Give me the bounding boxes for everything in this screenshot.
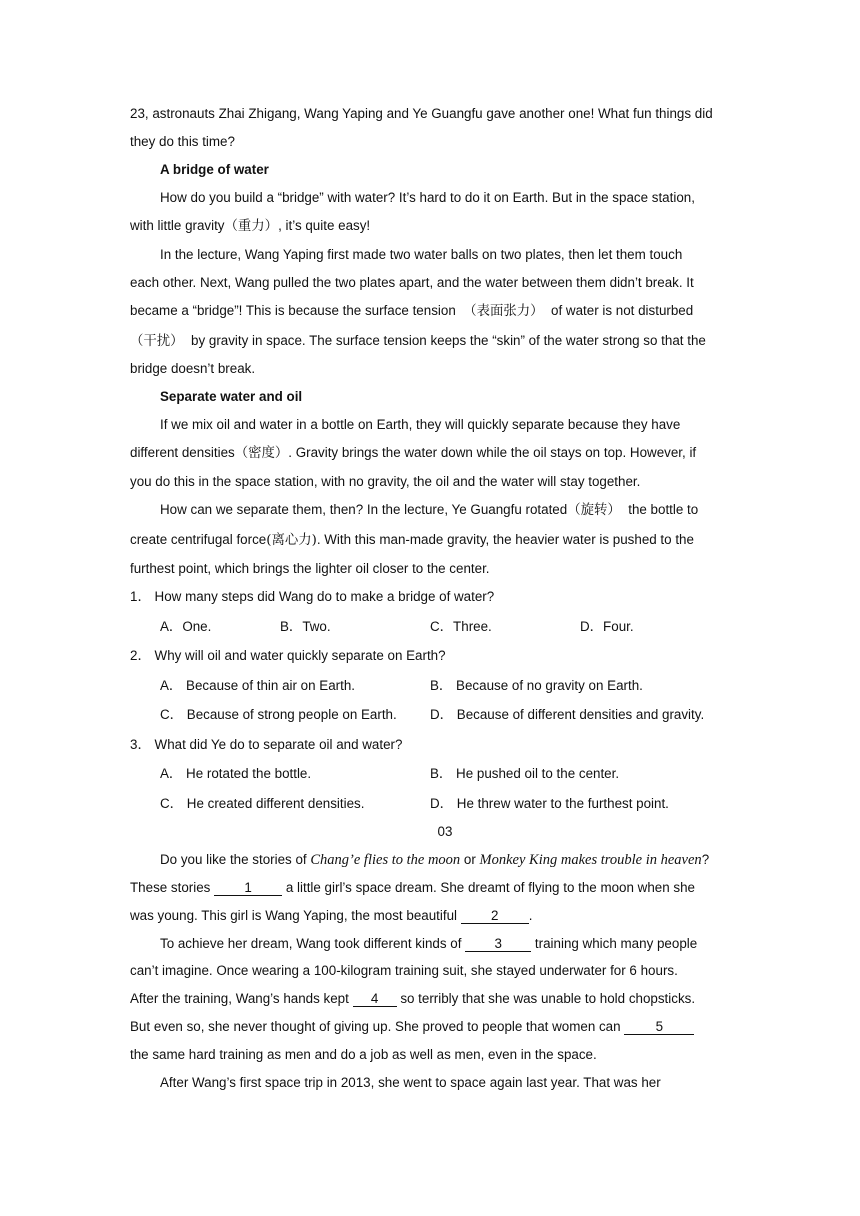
passage-line bbox=[130, 879, 695, 897]
passage-line: If we mix oil and water in a bottle on Earth, they will quickly separate because they have bbox=[160, 417, 681, 432]
text: was young. This girl is Wang Yaping, the most beautiful bbox=[130, 908, 458, 923]
text: became a “bridge”! This is because the surface tension bbox=[130, 303, 456, 318]
passage-line: can’t imagine. Once wearing a 100-kilogram training suit, she stayed underwater for 6 hours. bbox=[130, 963, 678, 978]
blank-3[interactable]: 3 bbox=[465, 936, 531, 952]
option-d[interactable]: D． He threw water to the furthest point. bbox=[430, 796, 669, 811]
passage-line bbox=[130, 302, 693, 321]
section-number: 03 bbox=[437, 824, 453, 839]
text: To achieve her dream, Wang took different kinds of bbox=[160, 936, 462, 951]
text: These stories bbox=[130, 880, 211, 895]
blank-5[interactable]: 5 bbox=[624, 1019, 694, 1035]
blank-2[interactable]: 2 bbox=[461, 908, 529, 924]
chinese-gloss: (离心力) bbox=[266, 533, 317, 548]
question-stem: 2． Why will oil and water quickly separate on Earth? bbox=[130, 648, 446, 663]
text: with little gravity bbox=[130, 218, 225, 233]
option-a[interactable]: A．One. bbox=[160, 619, 212, 634]
text: , it’s quite easy! bbox=[278, 218, 371, 233]
passage-line bbox=[160, 935, 697, 953]
passage-line bbox=[130, 531, 694, 550]
passage-line: each other. Next, Wang pulled the two plates apart, and the water between them didn’t break. It bbox=[130, 275, 694, 290]
story-title: Monkey King makes trouble in heaven bbox=[479, 852, 702, 868]
passage-line bbox=[130, 1018, 694, 1036]
passage-line: they do this time? bbox=[130, 134, 235, 149]
option-d[interactable]: D． Because of different densities and gravity. bbox=[430, 707, 705, 722]
passage-line: the same hard training as men and do a job as well as men, even in the space. bbox=[130, 1047, 597, 1062]
chinese-gloss: （密度） bbox=[234, 446, 289, 461]
passage-line bbox=[160, 501, 698, 520]
passage-line bbox=[160, 851, 709, 869]
text: by gravity in space. The surface tension keeps the “skin” of the water strong so that the bbox=[191, 333, 706, 348]
passage-line bbox=[130, 990, 695, 1008]
passage-line bbox=[130, 444, 696, 463]
text: . bbox=[528, 908, 533, 923]
option-a[interactable]: A． Because of thin air on Earth. bbox=[160, 678, 356, 693]
text: different densities bbox=[130, 445, 235, 460]
blank-4[interactable]: 4 bbox=[353, 991, 397, 1007]
text: After the training, Wang’s hands kept bbox=[130, 991, 349, 1006]
option-c[interactable]: C．Three. bbox=[430, 619, 492, 634]
passage-line: you do this in the space station, with no gravity, the oil and the water will stay together. bbox=[130, 474, 641, 489]
text: Do you like the stories of bbox=[160, 852, 311, 867]
text: . Gravity brings the water down while the oil stays on top. However, if bbox=[288, 445, 697, 460]
passage-line bbox=[130, 907, 532, 925]
passage-line: In the lecture, Wang Yaping first made two water balls on two plates, then let them touch bbox=[160, 247, 683, 262]
text: How can we separate them, then? In the lecture, Ye Guangfu rotated bbox=[160, 502, 568, 517]
text: . With this man-made gravity, the heavier water is pushed to the bbox=[316, 532, 694, 547]
passage-line bbox=[130, 332, 706, 351]
option-b[interactable]: B． He pushed oil to the center. bbox=[430, 766, 620, 781]
text: of water is not disturbed bbox=[551, 303, 694, 318]
text: so terribly that she was unable to hold chopsticks. bbox=[400, 991, 696, 1006]
story-title: Chang’e flies to the moon bbox=[310, 852, 461, 868]
section-heading-separate: Separate water and oil bbox=[160, 389, 303, 404]
passage-line: How do you build a “bridge” with water? It’s hard to do it on Earth. But in the space station, bbox=[160, 190, 695, 205]
blank-1[interactable]: 1 bbox=[214, 880, 282, 896]
text: training which many people bbox=[534, 936, 698, 951]
text: the bottle to bbox=[628, 502, 699, 517]
option-d[interactable]: D．Four. bbox=[580, 619, 634, 634]
passage-line: furthest point, which brings the lighter oil closer to the center. bbox=[130, 561, 490, 576]
option-b[interactable]: B．Two. bbox=[280, 619, 331, 634]
question-stem: 3． What did Ye do to separate oil and water? bbox=[130, 737, 403, 752]
question-stem: 1． How many steps did Wang do to make a bridge of water? bbox=[130, 589, 495, 604]
passage-line: bridge doesn’t break. bbox=[130, 361, 256, 376]
passage-line bbox=[130, 217, 370, 236]
option-c[interactable]: C． He created different densities. bbox=[160, 796, 365, 811]
text: ? bbox=[701, 852, 710, 867]
chinese-gloss: （表面张力） bbox=[463, 304, 544, 319]
section-heading-bridge: A bridge of water bbox=[160, 162, 269, 177]
chinese-gloss: （干扰） bbox=[130, 334, 184, 349]
option-c[interactable]: C． Because of strong people on Earth. bbox=[160, 707, 397, 722]
text: a little girl’s space dream. She dreamt of flying to the moon when she bbox=[285, 880, 695, 895]
option-b[interactable]: B． Because of no gravity on Earth. bbox=[430, 678, 643, 693]
passage-line: After Wang’s first space trip in 2013, she went to space again last year. That was her bbox=[160, 1075, 661, 1090]
chinese-gloss: （重力） bbox=[224, 219, 279, 234]
text: or bbox=[460, 852, 480, 867]
text: create centrifugal force bbox=[130, 532, 267, 547]
chinese-gloss: （旋转） bbox=[567, 503, 621, 518]
option-a[interactable]: A． He rotated the bottle. bbox=[160, 766, 312, 781]
text: But even so, she never thought of giving up. She proved to people that women can bbox=[130, 1019, 621, 1034]
passage-line: 23, astronauts Zhai Zhigang, Wang Yaping and Ye Guangfu gave another one! What fun things did bbox=[130, 106, 713, 121]
